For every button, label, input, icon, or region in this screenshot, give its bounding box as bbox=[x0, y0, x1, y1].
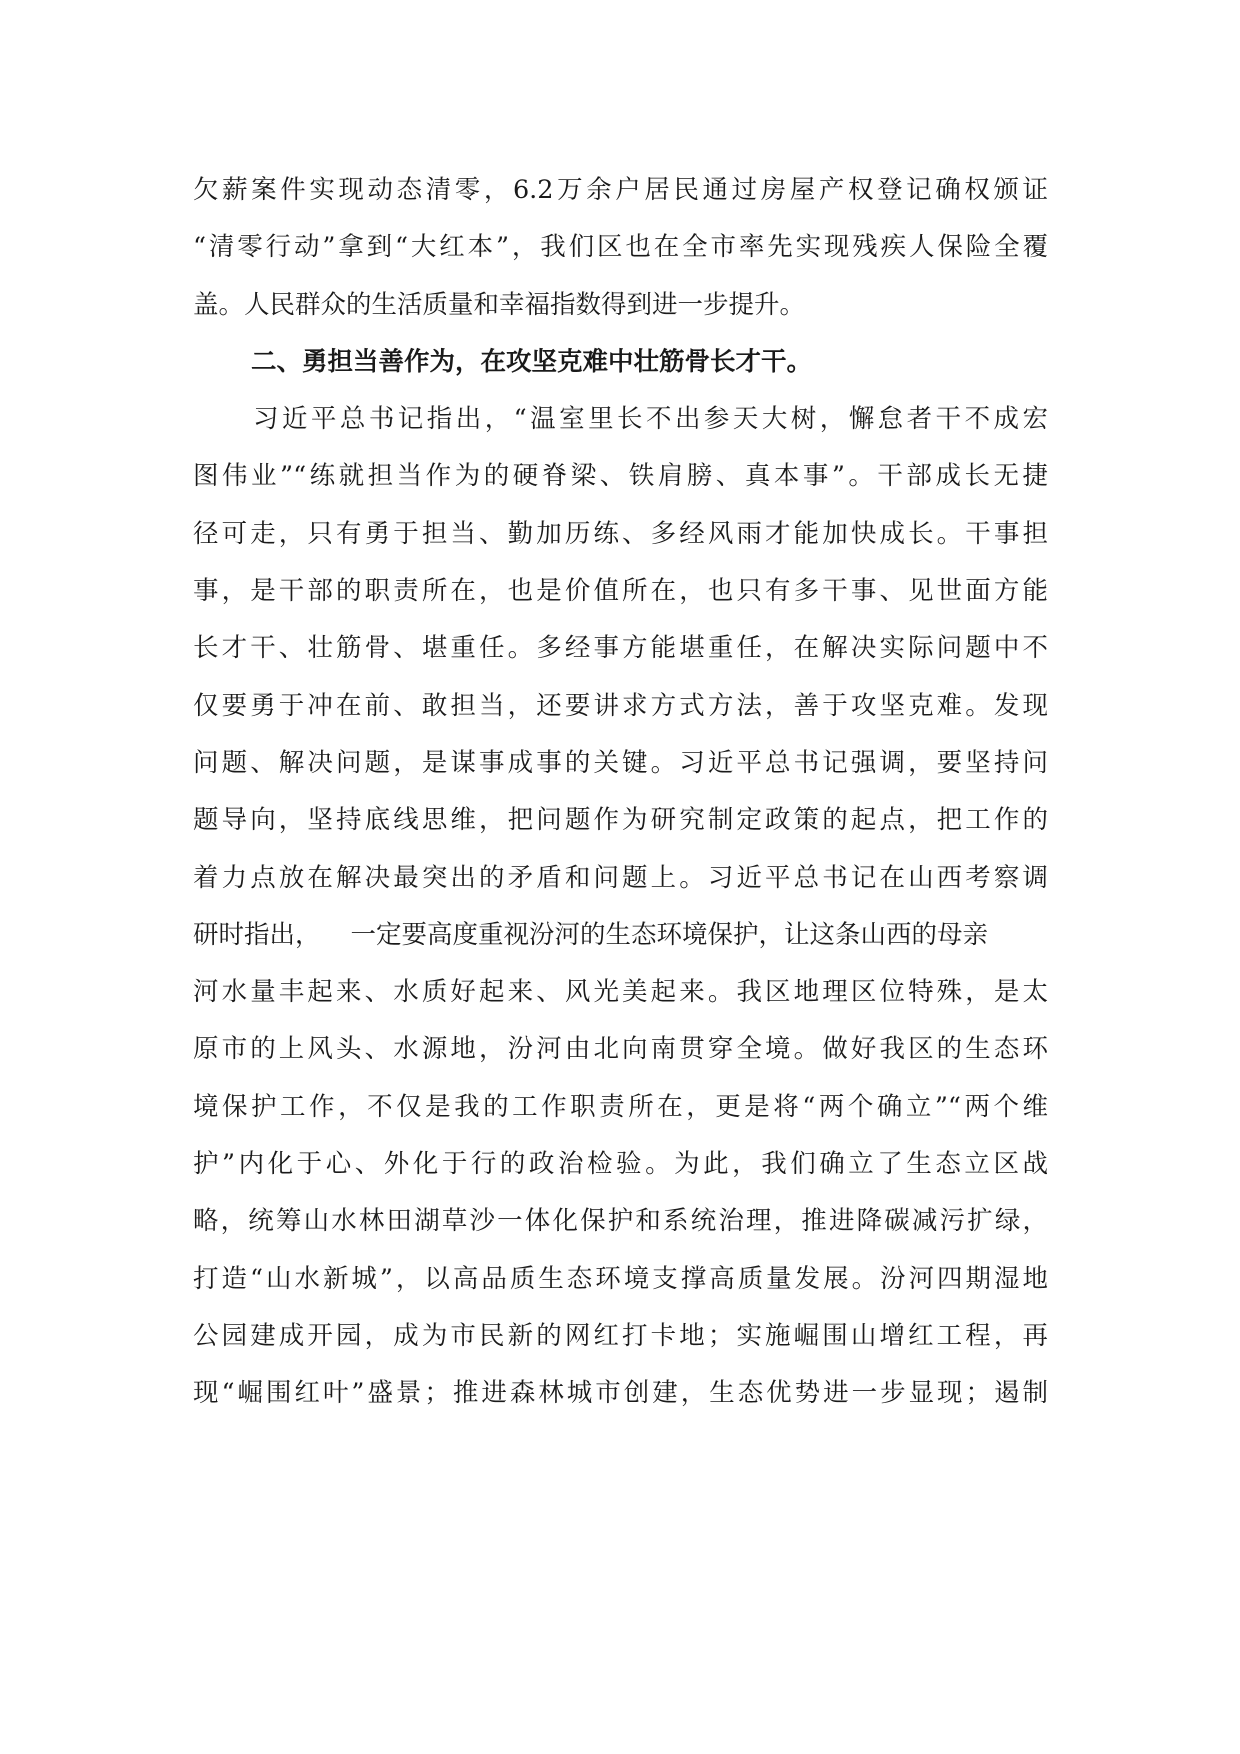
text-line: 河水量丰起来、水质好起来、风光美起来。我区地理区位特殊，是太 bbox=[193, 977, 1048, 1008]
text-line: 径可走，只有勇于担当、勤加历练、多经风雨才能加快成长。干事担 bbox=[193, 518, 1048, 549]
text-line: 现“崛围红叶”盛景；推进森林城市创建，生态优势进一步显现；遏制 bbox=[193, 1378, 1048, 1409]
text-line: 欠薪案件实现动态清零，6.2万余户居民通过房屋产权登记确权颁证 bbox=[193, 175, 1048, 205]
text-line: 原市的上风头、水源地，汾河由北向南贯穿全境。做好我区的生态环 bbox=[193, 1034, 1048, 1065]
section-heading: 二、勇担当善作为，在攻坚克难中壮筋骨长才干。 bbox=[251, 346, 813, 377]
text-line: 盖。人民群众的生活质量和幸福指数得到进一步提升。 bbox=[193, 289, 806, 320]
text-segment: 一定要高度重视汾河的生态环境保护，让这条山西的母亲 bbox=[350, 919, 989, 950]
text-line: 仅要勇于冲在前、敢担当，还要讲求方式方法，善于攻坚克难。发现 bbox=[193, 690, 1048, 721]
text-segment: 研时指出， bbox=[193, 919, 321, 950]
text-line: 公园建成开园，成为市民新的网红打卡地；实施崛围山增红工程，再 bbox=[193, 1320, 1048, 1351]
text-line: 题导向，坚持底线思维，把问题作为研究制定政策的起点，把工作的 bbox=[193, 805, 1048, 836]
text-line: 图伟业”“练就担当作为的硬脊梁、铁肩膀、真本事”。干部成长无捷 bbox=[193, 461, 1048, 492]
paragraph bbox=[193, 162, 1048, 334]
text-line bbox=[193, 907, 1048, 964]
text-line: 长才干、壮筋骨、堪重任。多经事方能堪重任，在解决实际问题中不 bbox=[193, 633, 1048, 664]
text-line: 略，统筹山水林田湖草沙一体化保护和系统治理，推进降碳减污扩绿， bbox=[193, 1206, 1048, 1237]
text-line: 打造“山水新城”，以高品质生态环境支撑高质量发展。汾河四期湿地 bbox=[193, 1263, 1048, 1294]
text-line: 着力点放在解决最突出的矛盾和问题上。习近平总书记在山西考察调 bbox=[193, 862, 1048, 893]
paragraph bbox=[193, 391, 1048, 1422]
text-line: 境保护工作，不仅是我的工作职责所在，更是将“两个确立”“两个维 bbox=[193, 1091, 1048, 1122]
text-line: 习近平总书记指出，“温室里长不出参天大树，懈怠者干不成宏 bbox=[253, 404, 1048, 435]
text-line: 问题、解决问题，是谋事成事的关键。习近平总书记强调，要坚持问 bbox=[193, 747, 1048, 778]
document-body bbox=[193, 162, 1048, 1423]
text-line: 护”内化于心、外化于行的政治检验。为此，我们确立了生态立区战 bbox=[193, 1149, 1048, 1180]
text-line: “清零行动”拿到“大红本”，我们区也在全市率先实现残疾人保险全覆 bbox=[193, 232, 1048, 263]
text-line: 事，是干部的职责所在，也是价值所在，也只有多干事、见世面方能 bbox=[193, 576, 1048, 607]
